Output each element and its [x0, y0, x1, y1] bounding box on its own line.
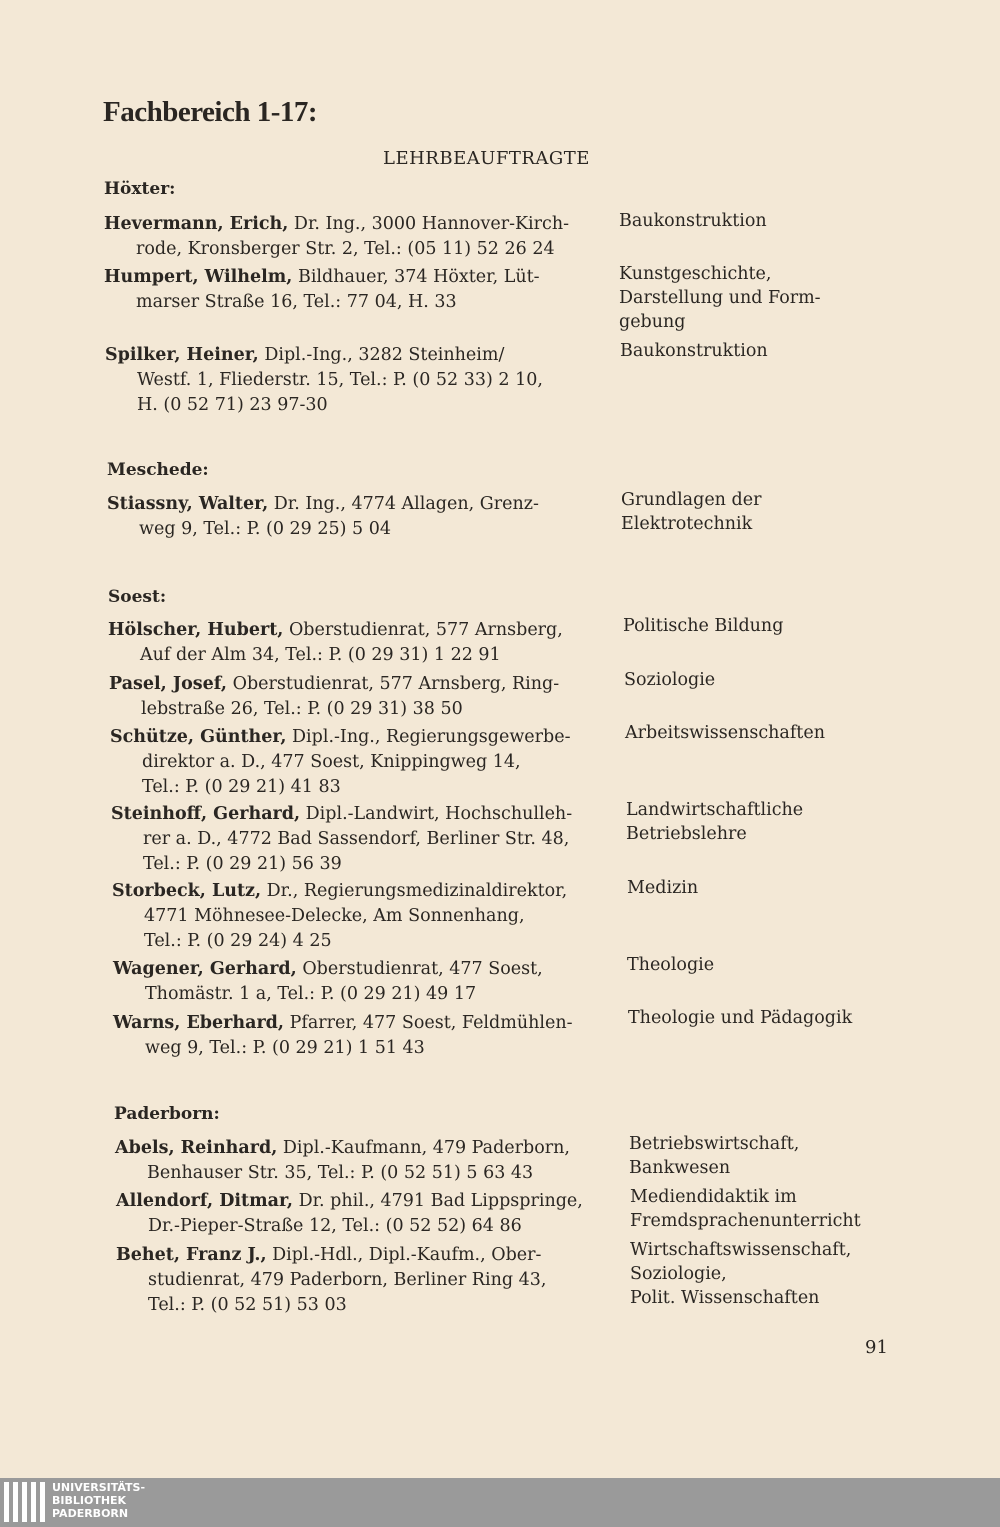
- entry-first-line: [112, 879, 612, 904]
- subject-steinhoff: [626, 798, 906, 846]
- entry-text: Oberstudienrat, 577 Arnsberg, Ring-: [227, 674, 560, 694]
- entry-text: Dr., Regierungsmedizinaldirektor,: [261, 881, 568, 901]
- subject-hevermann: [619, 209, 899, 233]
- section-heading-soest: Soest:: [108, 587, 167, 607]
- entry-first-line: [104, 212, 604, 237]
- subject-line: Betriebslehre: [626, 824, 747, 844]
- subject-behet: [630, 1238, 910, 1310]
- entry-first-line: [115, 1136, 615, 1161]
- entry-hevermann: [104, 212, 604, 262]
- subject-line: gebung: [619, 312, 686, 332]
- entry-name: Behet, Franz J.,: [116, 1245, 267, 1265]
- entry-text: weg 9, Tel.: P. (0 29 25) 5 04: [139, 519, 391, 539]
- subject-schuetze: [625, 721, 905, 745]
- subject-line: Soziologie,: [630, 1264, 727, 1284]
- logo-line: UNIVERSITÄTS-: [52, 1481, 146, 1494]
- entry-text: Pfarrer, 477 Soest, Feldmühlen-: [284, 1013, 573, 1033]
- entry-name: Warns, Eberhard,: [113, 1013, 284, 1033]
- entry-text: Thomästr. 1 a, Tel.: P. (0 29 21) 49 17: [145, 984, 477, 1004]
- entry-text: Dipl.-Landwirt, Hochschulleh-: [300, 804, 573, 824]
- entry-wagener: [113, 957, 613, 1007]
- entry-name: Stiassny, Walter,: [107, 494, 269, 514]
- logo-line: BIBLIOTHEK: [52, 1494, 127, 1507]
- subject-line: Bankwesen: [629, 1158, 731, 1178]
- subject-line: Grundlagen der: [621, 490, 762, 510]
- subject-line: Wirtschaftswissenschaft,: [630, 1240, 852, 1260]
- entry-text: Dr. phil., 4791 Bad Lippspringe,: [293, 1191, 583, 1211]
- entry-text: Auf der Alm 34, Tel.: P. (0 29 31) 1 22 91: [140, 645, 501, 665]
- subject-line: Betriebswirtschaft,: [629, 1134, 800, 1154]
- subject-spilker: [620, 339, 900, 363]
- library-footer-bar: [0, 1478, 1000, 1527]
- entry-first-line: [113, 957, 613, 982]
- entry-name: Wagener, Gerhard,: [113, 959, 297, 979]
- entry-behet: [116, 1243, 616, 1318]
- entry-first-line: [110, 725, 610, 750]
- entry-spilker: [105, 343, 605, 418]
- library-logo-icon: [4, 1482, 45, 1522]
- subject-line: Soziologie: [624, 670, 716, 690]
- page-subtitle: LEHRBEAUFTRAGTE: [383, 148, 590, 169]
- subject-allendorf: [630, 1185, 910, 1233]
- entry-warns: [113, 1011, 613, 1061]
- entry-name: Pasel, Josef,: [109, 674, 228, 694]
- entry-first-line: [108, 618, 608, 643]
- entry-text: lebstraße 26, Tel.: P. (0 29 31) 38 50: [141, 699, 463, 719]
- entry-allendorf: [116, 1189, 616, 1239]
- subject-line: Kunstgeschichte,: [619, 264, 772, 284]
- entry-name: Steinhoff, Gerhard,: [111, 804, 301, 824]
- subject-line: Politische Bildung: [623, 616, 784, 636]
- entry-text: rer a. D., 4772 Bad Sassendorf, Berliner Str. 48,: [143, 829, 570, 849]
- logo-line: PADERBORN: [52, 1507, 129, 1520]
- entry-first-line: [104, 265, 604, 290]
- entry-steinhoff: [111, 802, 611, 877]
- subject-line: Fremdsprachenunterricht: [630, 1211, 861, 1231]
- subject-line: Landwirtschaftliche: [626, 800, 804, 820]
- entry-name: Allendorf, Ditmar,: [116, 1191, 293, 1211]
- entry-text: Tel.: P. (0 29 24) 4 25: [144, 931, 332, 951]
- entry-text: Tel.: P. (0 52 51) 53 03: [148, 1295, 347, 1315]
- entry-schuetze: [110, 725, 610, 800]
- subject-line: Darstellung und Form-: [619, 288, 821, 308]
- entry-text: 4771 Möhnesee-Delecke, Am Sonnenhang,: [144, 906, 525, 926]
- entry-text: Tel.: P. (0 29 21) 56 39: [143, 854, 342, 874]
- subject-line: Medizin: [627, 878, 699, 898]
- entry-name: Abels, Reinhard,: [115, 1138, 278, 1158]
- section-heading-meschede: Meschede:: [107, 460, 209, 480]
- entry-text: Bildhauer, 374 Höxter, Lüt-: [292, 267, 540, 287]
- entry-text: studienrat, 479 Paderborn, Berliner Ring 43,: [148, 1270, 547, 1290]
- subject-abels: [629, 1132, 909, 1180]
- entry-first-line: [116, 1243, 616, 1268]
- subject-line: Baukonstruktion: [620, 341, 768, 361]
- entry-name: Storbeck, Lutz,: [112, 881, 262, 901]
- entry-first-line: [113, 1011, 613, 1036]
- entry-text: Westf. 1, Fliederstr. 15, Tel.: P. (0 52 33) 2 10,: [137, 370, 543, 390]
- subject-stiassny: [621, 488, 901, 536]
- entry-first-line: [109, 672, 609, 697]
- entry-text: Dr. Ing., 3000 Hannover-Kirch-: [288, 214, 570, 234]
- subject-line: Polit. Wissenschaften: [630, 1288, 820, 1308]
- library-logo-text: [52, 1481, 145, 1520]
- entry-text: Dr.-Pieper-Straße 12, Tel.: (0 52 52) 64 86: [148, 1216, 522, 1236]
- entry-text: Benhauser Str. 35, Tel.: P. (0 52 51) 5 63 43: [147, 1163, 534, 1183]
- entry-text: Dipl.-Kaufmann, 479 Paderborn,: [277, 1138, 570, 1158]
- entry-text: weg 9, Tel.: P. (0 29 21) 1 51 43: [145, 1038, 425, 1058]
- entry-first-line: [116, 1189, 616, 1214]
- entry-text: Dipl.-Hdl., Dipl.-Kaufm., Ober-: [266, 1245, 542, 1265]
- subject-humpert: [619, 262, 899, 334]
- entry-pasel: [109, 672, 609, 722]
- entry-abels: [115, 1136, 615, 1186]
- subject-hoelscher: [623, 614, 903, 638]
- entry-text: Tel.: P. (0 29 21) 41 83: [142, 777, 341, 797]
- subject-line: Arbeitswissenschaften: [625, 723, 825, 743]
- entry-text: rode, Kronsberger Str. 2, Tel.: (05 11) 52 26 24: [136, 239, 555, 259]
- entry-text: direktor a. D., 477 Soest, Knippingweg 14,: [142, 752, 521, 772]
- entry-text: H. (0 52 71) 23 97-30: [137, 395, 328, 415]
- subject-line: Theologie: [627, 955, 715, 975]
- entry-text: Oberstudienrat, 477 Soest,: [296, 959, 543, 979]
- page-number: 91: [865, 1337, 888, 1358]
- subject-warns: [628, 1006, 908, 1030]
- entry-text: marser Straße 16, Tel.: 77 04, H. 33: [136, 292, 457, 312]
- subject-storbeck: [627, 876, 907, 900]
- entry-storbeck: [112, 879, 612, 954]
- entry-text: Dipl.-Ing., 3282 Steinheim/: [258, 345, 505, 365]
- entry-text: Oberstudienrat, 577 Arnsberg,: [283, 620, 563, 640]
- section-heading-hoexter: Höxter:: [104, 179, 176, 199]
- subject-line: Mediendidaktik im: [630, 1187, 797, 1207]
- entry-text: Dipl.-Ing., Regierungsgewerbe-: [286, 727, 571, 747]
- entry-name: Hölscher, Hubert,: [108, 620, 284, 640]
- entry-name: Humpert, Wilhelm,: [104, 267, 293, 287]
- page-title: Fachbereich 1-17:: [103, 96, 318, 128]
- entry-hoelscher: [108, 618, 608, 668]
- entry-stiassny: [107, 492, 607, 542]
- entry-name: Spilker, Heiner,: [105, 345, 259, 365]
- subject-line: Elektrotechnik: [621, 514, 753, 534]
- subject-line: Theologie und Pädagogik: [628, 1008, 853, 1028]
- entry-first-line: [105, 343, 605, 368]
- entry-text: Dr. Ing., 4774 Allagen, Grenz-: [268, 494, 539, 514]
- entry-name: Hevermann, Erich,: [104, 214, 289, 234]
- subject-line: Baukonstruktion: [619, 211, 767, 231]
- entry-name: Schütze, Günther,: [110, 727, 287, 747]
- entry-first-line: [107, 492, 607, 517]
- section-heading-paderborn: Paderborn:: [114, 1104, 220, 1124]
- subject-pasel: [624, 668, 904, 692]
- entry-first-line: [111, 802, 611, 827]
- entry-humpert: [104, 265, 604, 315]
- subject-wagener: [627, 953, 907, 977]
